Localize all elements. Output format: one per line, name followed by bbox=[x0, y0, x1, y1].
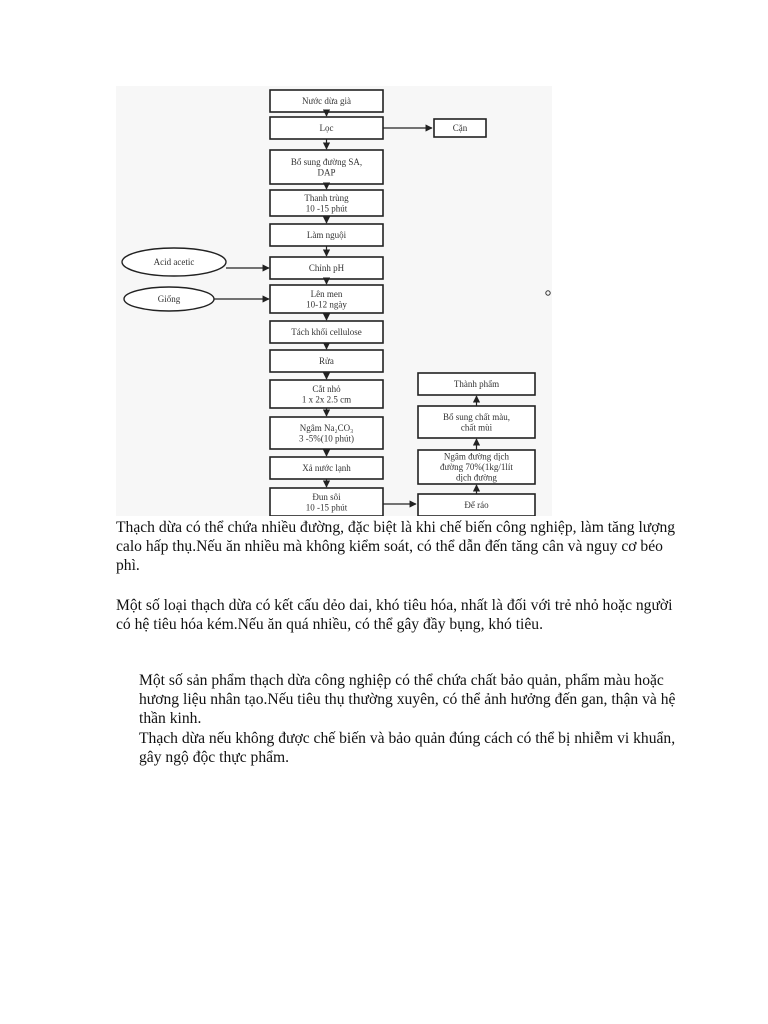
main-step-4-label: 10 -15 phút bbox=[305, 203, 348, 214]
side-step-1-label: Thành phẩm bbox=[453, 379, 500, 389]
paragraph-preservatives: Một số sản phẩm thạch dừa công nghiệp có thể chứa chất bảo quản, phẩm màu hoặc hương liệu nhân tạo.Nếu tiêu thụ thường xuyên, có thể ảnh hưởng đến gan, thận và hệ thần kinh. bbox=[139, 672, 676, 728]
input-label-2: Giống bbox=[157, 294, 181, 304]
side-step-3-label: đường 70%(1kg/1lít bbox=[440, 462, 513, 472]
side-step-3-label: Ngâm đường dịch bbox=[443, 451, 510, 462]
side-step-4-label: Để ráo bbox=[464, 500, 489, 510]
main-step-9-label: Rửa bbox=[319, 356, 334, 366]
paragraph-contamination: Thạch dừa nếu không được chế biến và bảo quản đúng cách có thể bị nhiễm vi khuẩn, gây ngộ độc thực phẩm. bbox=[139, 730, 676, 767]
stray-mark bbox=[546, 291, 550, 295]
main-step-8-label: Tách khối cellulose bbox=[291, 327, 362, 337]
main-step-7-label: 10-12 ngày bbox=[306, 299, 347, 310]
main-step-10-label: 1 x 2x 2.5 cm bbox=[301, 394, 352, 405]
main-step-2-label: Lọc bbox=[319, 123, 334, 133]
main-step-6-label: Chỉnh pH bbox=[308, 263, 345, 273]
main-step-5-label: Làm nguội bbox=[306, 230, 347, 240]
main-step-11-label: Ngâm Na₂CO₃ bbox=[299, 422, 354, 433]
main-step-4-label: Thanh trùng bbox=[304, 192, 349, 203]
main-step-13-label: 10 -15 phút bbox=[305, 502, 348, 513]
side-step-2-label: chất mùi bbox=[460, 422, 493, 433]
main-step-3-label: Bổ sung đường SA, bbox=[290, 156, 363, 167]
residue-box-label: Cặn bbox=[452, 123, 468, 133]
main-step-3-label: DAP bbox=[317, 167, 336, 178]
main-step-11-label: 3 -5%(10 phút) bbox=[299, 433, 354, 444]
paragraph-sugar-calories: Thạch dừa có thể chứa nhiều đường, đặc biệt là khi chế biến công nghiệp, làm tăng lượng calo hấp thụ.Nếu ăn nhiều mà không kiểm soát, có thể dẫn đến tăng cân và nguy cơ béo phì. bbox=[116, 519, 676, 575]
main-step-7-label: Lên men bbox=[310, 288, 343, 299]
process-flowchart bbox=[116, 86, 552, 516]
main-step-13-label: Đun sôi bbox=[312, 491, 341, 502]
paragraph-digestion: Một số loại thạch dừa có kết cấu dẻo dai, khó tiêu hóa, nhất là đối với trẻ nhỏ hoặc người có hệ tiêu hóa kém.Nếu ăn quá nhiều, có thể gây đầy bụng, khó tiêu. bbox=[116, 597, 673, 634]
main-step-12-label: Xả nước lạnh bbox=[302, 463, 351, 473]
side-step-3-label: dịch đường bbox=[456, 472, 497, 483]
main-step-1-label: Nước dừa già bbox=[302, 96, 351, 106]
input-label-1: Acid acetic bbox=[153, 257, 195, 267]
flowchart-canvas bbox=[116, 86, 552, 516]
main-step-10-label: Cắt nhỏ bbox=[312, 383, 341, 394]
side-step-2-label: Bổ sung chất màu, bbox=[443, 411, 510, 422]
